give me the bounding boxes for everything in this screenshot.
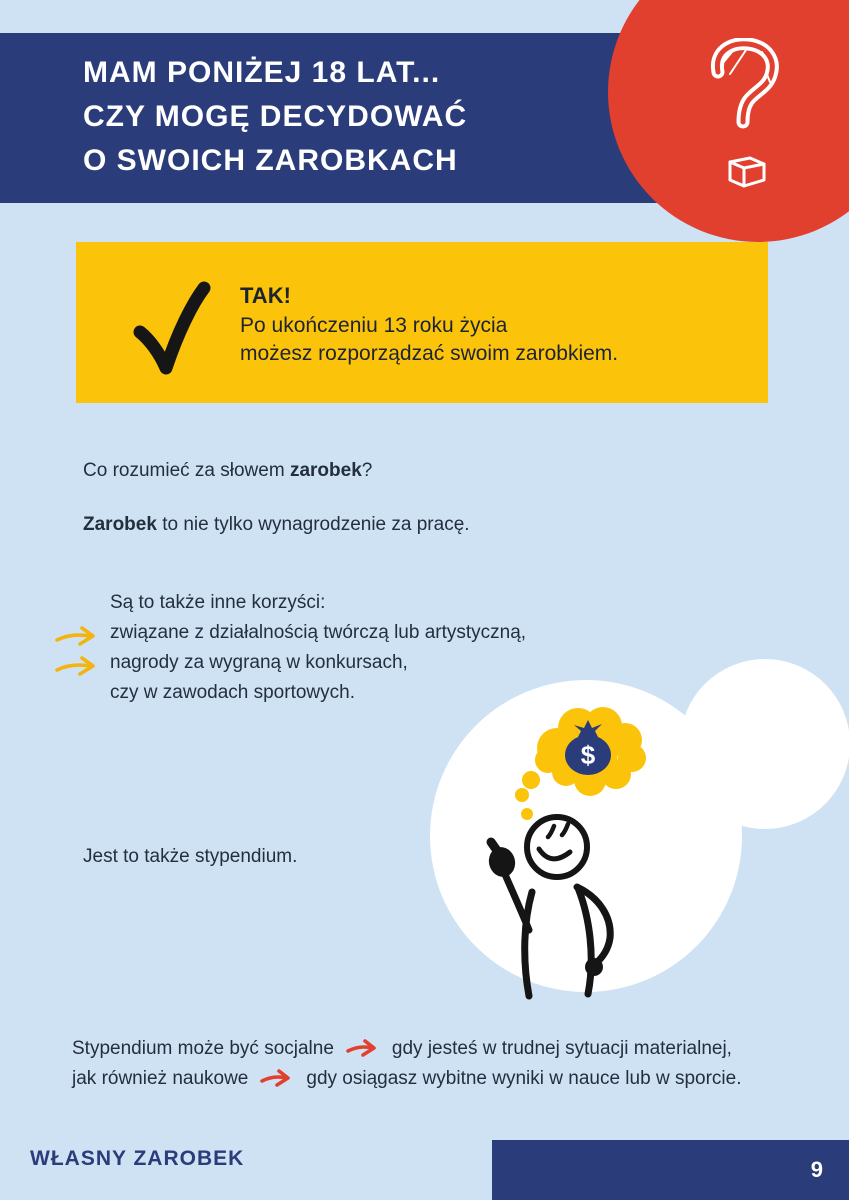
arrow-right-icon — [54, 624, 100, 650]
stipend-types — [72, 1034, 741, 1094]
stipend-type-row — [72, 1034, 741, 1064]
stipend-row-lead: Stypendium może być socjalne — [72, 1038, 334, 1059]
statement-paragraph — [83, 512, 470, 538]
illustration-circle-small — [680, 659, 849, 829]
stipend-paragraph: Jest to także stypendium. — [83, 846, 298, 867]
page-title-line: MAM PONIŻEJ 18 LAT... — [83, 56, 441, 89]
answer-heading: TAK! — [240, 283, 291, 308]
question-mark-icon — [700, 38, 800, 148]
statement-bold-word: Zarobek — [83, 514, 157, 535]
stipend-type-row — [72, 1064, 741, 1094]
benefits-list-item: nagrody za wygraną w konkursach, — [110, 652, 408, 673]
answer-line: możesz rozporządzać swoim zarobkiem. — [240, 342, 619, 365]
footer-section-title: WŁASNY ZAROBEK — [30, 1147, 245, 1170]
cube-icon — [724, 148, 770, 190]
page-title-line: CZY MOGĘ DECYDOWAĆ — [83, 100, 468, 133]
answer-box — [76, 242, 768, 403]
statement-text: to nie tylko wynagrodzenie za pracę. — [156, 514, 470, 535]
benefits-list-item: związane z działalnością twórczą lub artystyczną, — [110, 622, 527, 643]
answer-line: Po ukończeniu 13 roku życia — [240, 314, 508, 337]
question-paragraph — [83, 458, 372, 484]
page-number: 9 — [810, 1157, 823, 1182]
question-text: Co rozumieć za słowem — [83, 460, 290, 481]
illustration — [420, 640, 849, 1000]
page-title — [83, 51, 467, 183]
question-badge-circle — [608, 0, 849, 242]
benefits-list-item: czy w zawodach sportowych. — [110, 682, 355, 703]
benefits-list-intro: Są to także inne korzyści: — [110, 592, 326, 613]
dollar-sign: $ — [580, 740, 596, 770]
stipend-row-lead: jak również naukowe — [72, 1068, 249, 1089]
question-mark-text: ? — [361, 460, 373, 481]
stipend-row-tail: gdy osiągasz wybitne wyniki w nauce lub w sporcie. — [306, 1068, 742, 1089]
page-title-line: O SWOICH ZAROBKACH — [83, 144, 458, 177]
answer-text — [240, 282, 618, 368]
checkmark-icon — [132, 280, 212, 376]
footer-page-box — [492, 1140, 849, 1200]
arrow-right-icon — [260, 1068, 294, 1090]
arrow-right-icon — [346, 1038, 380, 1060]
stipend-row-tail: gdy jesteś w trudnej sytuacji materialnej, — [391, 1038, 732, 1059]
arrow-right-icon — [54, 654, 100, 680]
question-bold-word: zarobek — [289, 460, 362, 481]
